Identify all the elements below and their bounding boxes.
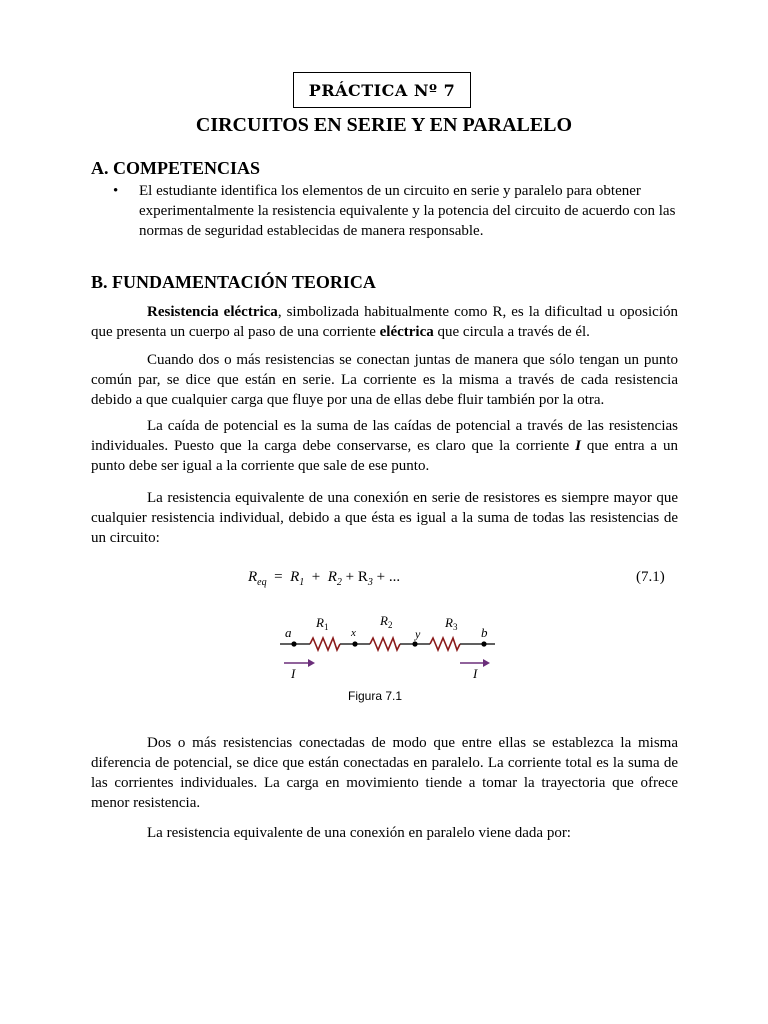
- paragraph-text: que entra a un punto debe ser igual a la corriente que sale de ese punto.: [91, 438, 679, 474]
- paragraph-text: , simbolizada habitualmente como R, es la dificultad u oposición que presenta un cuerpo al paso de una corriente: [91, 304, 678, 340]
- figure-caption: Figura 7.1: [348, 689, 403, 703]
- paragraph-paralelo: [91, 733, 678, 813]
- eq-term-3: R: [357, 569, 368, 585]
- current-arrow-left-icon: [284, 659, 315, 667]
- paragraph-text: La resistencia equivalente de una conexión en serie de resistores es siempre mayor que cualquier resistencia individual, debido a que ésta es igual a la suma de todas las resistencias de un circuito:: [91, 490, 678, 546]
- resistor-r3-icon: [430, 638, 460, 650]
- node-a-label: a: [285, 625, 292, 640]
- r3-label: $R_3$: [445, 615, 458, 632]
- page-title: CIRCUITOS EN SERIE Y EN PARALELO: [195, 114, 573, 136]
- current-i-right-label: I: [473, 666, 478, 681]
- equation-number: (7.1): [636, 569, 665, 585]
- eq-plus: +: [311, 569, 321, 585]
- resistor-r2-icon: [370, 638, 400, 650]
- eq-term-2-sub: 2: [336, 577, 342, 588]
- competencias-bullet: [113, 181, 693, 241]
- eq-tail: + ...: [376, 569, 401, 585]
- paragraph-resistencia: [91, 302, 678, 342]
- paragraph-serie: [91, 350, 678, 410]
- node-y-dot: [412, 641, 417, 646]
- practice-number-box: [293, 72, 471, 108]
- paragraph-text: Cuando dos o más resistencias se conectan juntas de manera que sólo tengan un punto común par, se dice que están en serie. La corriente es la misma a través de cada resistencia debido a que cualquier carga que fluye por una de ellas debe fluir también por la otra.: [91, 352, 678, 408]
- practice-label: PRÁCTICA Nº 7: [308, 80, 456, 100]
- r1-label: $R_1$: [316, 615, 329, 632]
- eq-sign: =: [274, 569, 283, 585]
- paragraph-equivalente-paralelo: [91, 823, 678, 843]
- node-x-label: x: [351, 627, 356, 639]
- eq-term-2: R: [327, 569, 337, 585]
- node-b-label: b: [481, 625, 488, 640]
- section-a-heading: A. COMPETENCIAS: [91, 158, 261, 178]
- series-circuit-diagram: [270, 610, 510, 682]
- eq-term-1-sub: 1: [299, 577, 305, 588]
- eq-lhs: R: [248, 569, 258, 585]
- node-y-label: y: [415, 627, 421, 641]
- eq-term-1: R: [290, 569, 300, 585]
- competencias-text: El estudiante identifica los elementos de un circuito en serie y paralelo para obtener experimentalmente la resistencia equivalente y la potencia del circuito de acuerdo con las normas de seguridad establecidas de manera responsable.: [139, 183, 676, 239]
- paragraph-equivalente-serie: [91, 488, 678, 548]
- resistor-r1-icon: [310, 638, 340, 650]
- section-b-heading: B. FUNDAMENTACIÓN TEORICA: [91, 272, 376, 292]
- bold-term-resistencia: Resistencia eléctrica: [147, 304, 278, 320]
- node-b-dot: [481, 641, 486, 646]
- r2-label: $R_2$: [380, 613, 393, 630]
- current-symbol: I: [575, 438, 581, 454]
- paragraph-text: La caída de potencial es la suma de las caídas de potencial a través de las resistencias individuales. Puesto que la carga debe conservarse, es claro que la corriente: [91, 418, 678, 454]
- eq-lhs-sub: eq: [257, 577, 267, 588]
- paragraph-text: que circula a través de él.: [433, 324, 590, 340]
- eq-term-3-sub: 3: [367, 577, 373, 588]
- node-a-dot: [291, 641, 296, 646]
- paragraph-text: La resistencia equivalente de una conexión en paralelo viene dada por:: [147, 825, 571, 841]
- eq-plus: +: [345, 569, 355, 585]
- bold-term-electrica: eléctrica: [379, 324, 434, 340]
- paragraph-text: Dos o más resistencias conectadas de modo que entre ellas se establezca la misma diferencia de potencial, se dice que están conectadas en paralelo. La corriente total es la suma de las corrientes individuales. La carga en movimiento tiende a tomar la trayectoria que ofrece menor resistencia.: [91, 735, 678, 811]
- current-i-left-label: I: [291, 666, 296, 681]
- bullet-dot-icon: •: [113, 183, 119, 199]
- series-equation: [248, 569, 400, 588]
- paragraph-caida-potencial: [91, 416, 678, 476]
- node-x-dot: [352, 641, 357, 646]
